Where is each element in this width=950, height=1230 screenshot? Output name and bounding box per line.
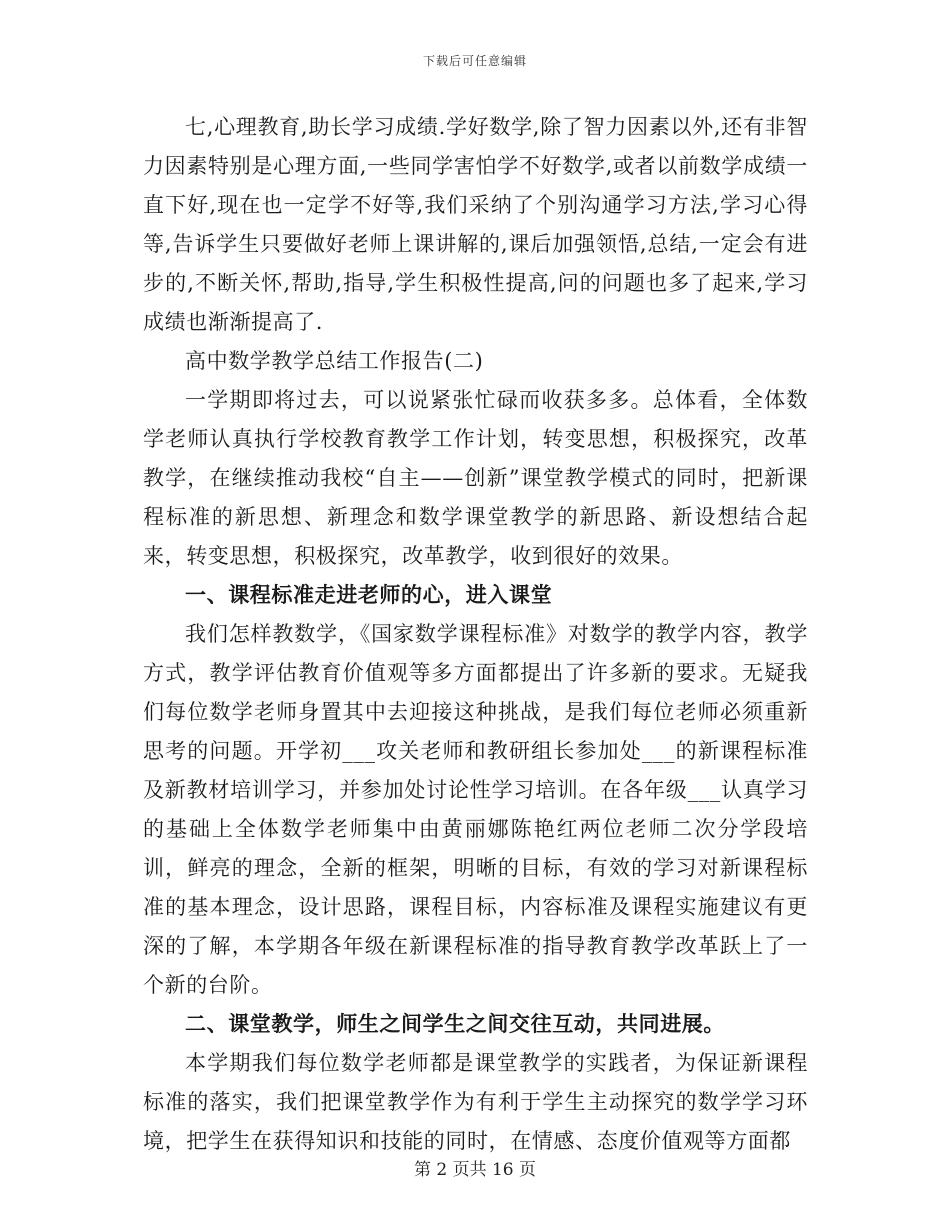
paragraph-semester-summary: 一学期即将过去，可以说紧张忙碌而收获多多。总体看，全体数学老师认真执行学校教育教学工作计划，转变思想，积极探究，改革教学，在继续推动我校“自主——创新”课堂教学模式的同时，把新课程标准的新思想、新理念和数学课堂教学的新思路、新设想结合起来，转变思想，积极探究，改革教学，收到很好的效果。 xyxy=(143,388,808,568)
paragraph-classroom-teaching: 本学期我们每位数学老师都是课堂教学的实践者，为保证新课程标准的落实，我们把课堂教学作为有利于学生主动探究的数学学习环境，把学生在获得知识和技能的同时，在情感、态度价值观等方面都 xyxy=(143,1051,808,1153)
page-header: 下载后可任意编辑 xyxy=(422,54,527,68)
section-heading-curriculum-standards: 一、课程标准走进老师的心，进入课堂 xyxy=(185,583,553,607)
paragraph-psychology-education: 七,心理教育,助长学习成绩.学好数学,除了智力因素以外,还有非智力因素特别是心理方面,一些同学害怕学不好数学,或者以前数学成绩一直下好,现在也一定学不好等,我们采纳了个别沟通学习方法,学习心得等,告诉学生只要做好老师上课讲解的,课后加强领悟,总结,一定会有进步的,不断关怀,帮助,指导,学生积极性提高,问的问题也多了起来,学习成绩也渐渐提高了. xyxy=(143,115,808,334)
section-heading-classroom-teaching: 二、课堂教学，师生之间学生之间交往互动，共同进展。 xyxy=(185,1012,725,1036)
paragraph-curriculum-standards: 我们怎样教数学，《国家数学课程标准》对数学的教学内容，教学方式，教学评估教育价值观等多方面都提出了许多新的要求。无疑我们每位数学老师身置其中去迎接这种挑战，是我们每位老师必须重新思考的问题。开学初___攻关老师和教研组长参加处___的新课程标准及新教材培训学习，并参加处讨论性学习培训。在各年级___认真学习的基础上全体数学老师集中由黄丽娜陈艳红两位老师二次分学段培训，鲜亮的理念，全新的框架，明晰的目标，有效的学习对新课程标准的基本理念，设计思路，课程目标，内容标准及课程实施建议有更深的了解，本学期各年级在新课程标准的指导教育教学改革跃上了一个新的台阶。 xyxy=(143,622,808,997)
document-body xyxy=(143,108,808,1161)
report-subtitle: 高中数学教学总结工作报告(二) xyxy=(185,349,484,373)
page-footer: 第 2 页共 16 页 xyxy=(413,1160,537,1180)
